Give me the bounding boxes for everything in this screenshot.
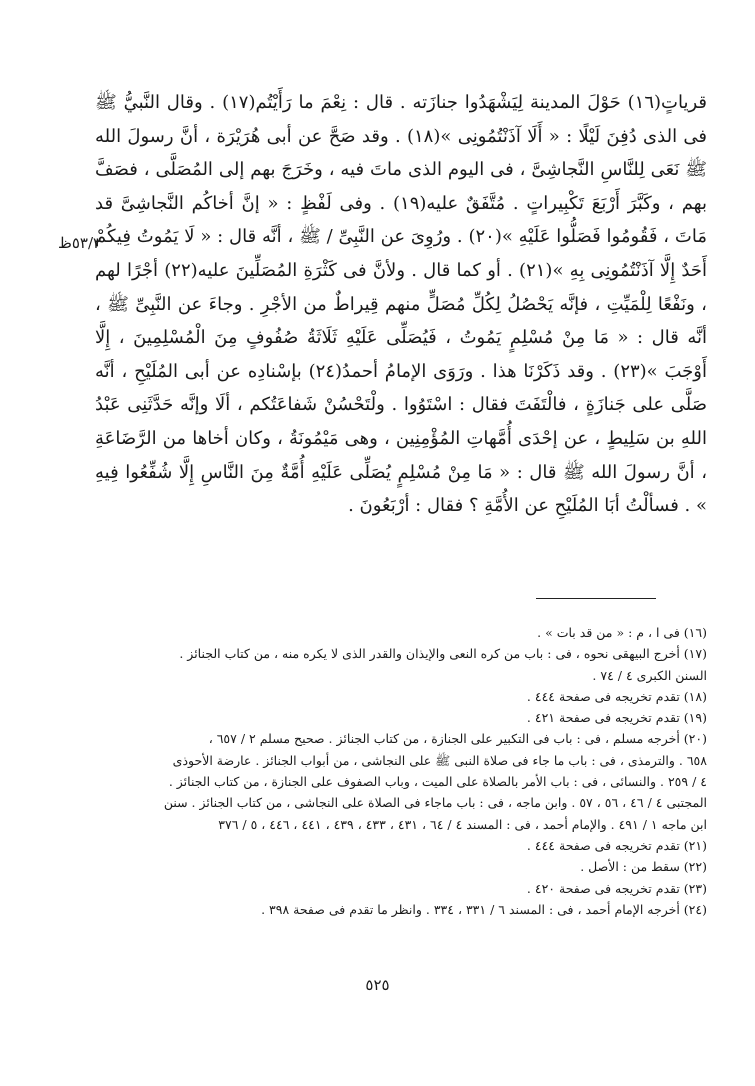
- footnote-line: (٢١) تقدم تخريجه فى صفحة ٤٤٤ .: [526, 837, 707, 853]
- footnote-line: (١٩) تقدم تخريجه فى صفحة ٤٢١ .: [526, 710, 707, 726]
- footnote-line: (٢٣) تقدم تخريجه فى صفحة ٤٢٠ .: [526, 880, 707, 896]
- footnote-line: (٢٤) أخرجه الإمام أحمد ، فى : المسند ٦ / ٣٣١ ، ٣٣٤ . وانظر ما تقدم فى صفحة ٣٩٨ .: [261, 901, 707, 917]
- footnote-separator: [536, 598, 656, 599]
- footnote-line: (١٧) أخرج البيهقى نحوه ، فى : باب من كره النعى والإيذان والقدر الذى لا يكره منه ، من كتاب الجنائز .: [179, 646, 707, 662]
- page-number: ٥٢٥: [365, 976, 390, 994]
- footnote-line: (٢٠) أخرجه مسلم ، فى : باب فى التكبير على الجنازة ، من كتاب الجنائز . صحيح مسلم ٢ / ٦٥٧ ،: [208, 731, 707, 747]
- footnote-line: (٢٢) سقط من : الأصل .: [580, 859, 707, 875]
- footnote-line: (١٦) فى ا ، م : « من قد بات » .: [537, 625, 707, 640]
- footnote-line: (١٨) تقدم تخريجه فى صفحة ٤٤٤ .: [526, 688, 707, 704]
- main-text-block: [95, 86, 707, 523]
- footnotes: [95, 622, 707, 920]
- main-paragraph: قرياتٍ(١٦) حَوْلَ المدينة لِيَشْهَدُوا جنازَته . قال : نِعْمَ ما رَأَيْتُم(١٧) . وقال النَّبيُّ ﷺ فى الذى دُفِنَ لَيْلًا : « أَلَا آذَنْتُمُونِى »(١٨) . وقد صَحَّ عن أبى هُرَيْرَة ، أنَّ رسولَ الله ﷺ نَعَى لِلنَّاسِ النَّجاشِىَّ ، فى اليوم الذى ماتَ فيه ، وخَرَجَ بهم إلى المُصَلَّى ، فصَفَّ بهم ، وكَبَّرَ أَرْبَعَ تَكْبِيراتٍ . مُتَّفَقٌ عليه(١٩) . وفى لَفْظٍ : « إنَّ أخاكُم النَّجاشِىَّ قد مَاتَ ، فَقُومُوا فَصَلُّوا عَلَيْهِ »(٢٠) . ورُوِىَ عن النَّبِىِّ / ﷺ ، أنَّه قال : « لَا يَمُوتُ فِيكُمْ أَحَدٌ إِلَّا آذَنْتُمُونِى بِهِ »(٢١) . أو كما قال . ولأنَّ فى كَثْرَةِ المُصَلِّينَ عليه(٢٢) أجْرًا لهم ، ونَفْعًا لِلْمَيِّتِ ، فإنَّه يَحْصُلُ لِكُلِّ مُصَلٍّ منهم قِيراطٌ من الأجْرِ . وجاءَ عن النَّبِىِّ ﷺ ، أنَّه قال : « مَا مِنْ مُسْلِمٍ يَمُوتُ ، فَيُصَلِّى عَلَيْهِ ثَلَاثَةُ صُفُوفٍ مِنَ الْمُسْلِمِينَ ، إِلَّا أَوْجَبَ »(٢٣) . وقد ذَكَرْنَا هذا . ورَوَى الإمامُ أحمدُ(٢٤) بإسْنادِه عن أبى المُلَيْحِ ، أنَّه صَلَّى على جَنازَةٍ ، فالْتَفَتَ فقال : اسْتَوُوا . ولْتَحْسُنْ شَفاعَتُكم ، ألَا وإنَّه حَدَّثَنِى عَبْدُ اللهِ بن سَلِيطٍ ، عن إحْدَى أُمَّهاتِ المُؤْمِنِين ، وهى مَيْمُونَةُ ، وكان أخاها من الرَّضَاعَةِ ، أنَّ رسولَ الله ﷺ قال : « مَا مِنْ مُسْلِمٍ يُصَلِّى عَلَيْهِ أُمَّةٌ مِنَ النَّاسِ إِلَّا شُفِّعُوا فِيهِ » . فسألْتُ أبَا المُلَيْحِ عن الأُمَّةِ ؟ فقال : أرْبَعُونَ .: [95, 92, 708, 517]
- footnote-line: ٦٥٨ . والترمذى ، فى : باب ما جاء فى صلاة النبى ﷺ على النجاشى ، من أبواب الجنائز . عارضة الأحوذى: [172, 752, 707, 768]
- footnote-line: المجتبى ٤ / ٤٦ ، ٥٦ ، ٥٧ . وابن ماجه ، فى : باب ماجاء فى الصلاة على النجاشى ، من كتاب الجنائز . سنن: [163, 795, 707, 811]
- footnote-line: ٤ / ٢٥٩ . والنسائى ، فى : باب الأمر بالصلاة على الميت ، وباب الصفوف على الجنازة ، من كتاب الجنائز .: [168, 774, 707, 790]
- footnote-line: السنن الكبرى ٤ / ٧٤ .: [592, 667, 707, 683]
- manuscript-folio-note: ٥٣/٣ظ: [58, 234, 102, 252]
- footnote-line: ابن ماجه ١ / ٤٩١ . والإمام أحمد ، فى : المسند ٤ / ٦٤ ، ٤٣١ ، ٤٣٣ ، ٤٣٩ ، ٤٤١ ، ٤٤٦ ، ٥ / ٣٧٦: [218, 816, 707, 832]
